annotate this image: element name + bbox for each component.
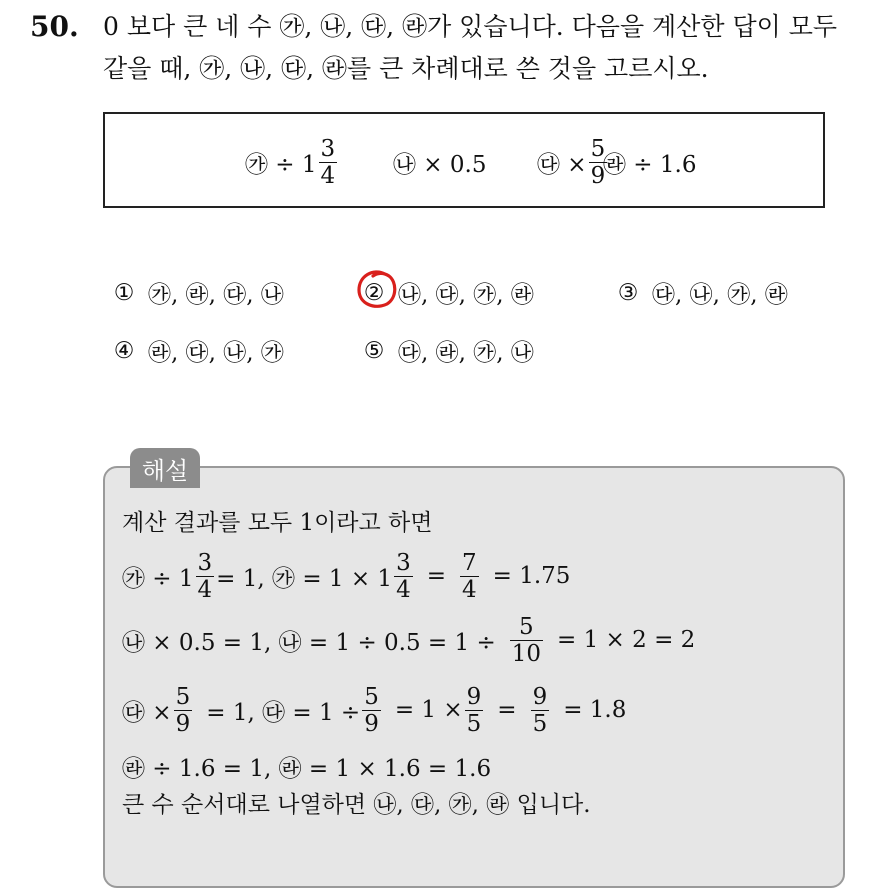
option-text: ㉯, ㉰, ㉮, ㉱: [398, 282, 534, 308]
question-text-line-2: 같을 때, ㉮, ㉯, ㉰, ㉱를 큰 차례대로 쓴 것을 고르시오.: [103, 54, 709, 83]
option-text: ㉱, ㉰, ㉯, ㉮: [148, 340, 284, 366]
answer-circle-mark: [355, 268, 401, 312]
condition-expression-1: [245, 114, 339, 210]
expression-text: ㉯ × 0.5 = 1, ㉯ = 1 ÷ 0.5 = 1 ÷: [122, 629, 496, 656]
fraction-denominator: 9: [175, 710, 191, 737]
expression-text: ㉮ ÷ 1: [122, 565, 194, 592]
explanation-line-4: [122, 682, 626, 738]
answer-circle-stroke: [359, 272, 395, 306]
option-number: ③: [617, 279, 639, 306]
fraction-numerator: 3: [396, 549, 411, 576]
fraction: [460, 550, 479, 603]
fraction-denominator: 4: [197, 576, 213, 603]
expression-text: =: [497, 697, 517, 723]
option-4[interactable]: [112, 334, 284, 367]
fraction: [174, 684, 193, 737]
fraction-numerator: 5: [175, 683, 191, 710]
option-number: ②: [363, 279, 385, 306]
fraction-numerator: 7: [462, 549, 477, 576]
option-number: ④: [113, 337, 135, 364]
expression-text: = 1.75: [492, 563, 571, 589]
question-text-line-1: 0 보다 큰 네 수 ㉮, ㉯, ㉰, ㉱가 있습니다. 다음을 계산한 답이 모두: [103, 12, 838, 41]
fraction: [531, 684, 550, 737]
fraction-numerator: 5: [364, 683, 379, 710]
expression-text: = 1, ㉮ = 1 × 1: [216, 565, 393, 592]
fraction: [510, 614, 543, 667]
explanation-line-1: 계산 결과를 모두 1이라고 하면: [122, 509, 433, 536]
expression-text: ㉰ ×: [122, 699, 172, 726]
condition-box: [103, 112, 825, 208]
expression-text: = 1 ×: [394, 697, 463, 723]
fraction-numerator: 9: [532, 683, 548, 710]
explanation-line-5: ㉱ ÷ 1.6 = 1, ㉱ = 1 × 1.6 = 1.6: [122, 755, 492, 782]
fraction-denominator: 5: [532, 710, 548, 737]
option-3[interactable]: [616, 276, 788, 309]
fraction-denominator: 4: [320, 162, 336, 189]
expression-text: =: [426, 563, 446, 589]
fraction: [319, 136, 338, 189]
fraction-numerator: 3: [320, 135, 336, 162]
expression-text: = 1, ㉰ = 1 ÷: [206, 699, 361, 726]
fraction: [465, 684, 484, 737]
option-text: ㉰, ㉱, ㉮, ㉯: [398, 340, 534, 366]
expression-text: ㉮ ÷ 1: [245, 151, 317, 178]
condition-expression-4: ㉱ ÷ 1.6: [603, 151, 697, 178]
option-1[interactable]: [112, 276, 284, 309]
fraction: [394, 550, 413, 603]
option-number: ⑤: [363, 337, 385, 364]
option-5[interactable]: [362, 334, 534, 367]
explanation-line-2: [122, 548, 570, 604]
question-number: 50.: [30, 10, 79, 43]
fraction-denominator: 9: [364, 710, 379, 737]
condition-expression-3: [537, 114, 609, 210]
condition-expression-2: ㉯ × 0.5: [393, 151, 487, 178]
option-text: ㉰, ㉯, ㉮, ㉱: [652, 282, 788, 308]
fraction-numerator: 5: [519, 613, 534, 640]
fraction: [196, 550, 215, 603]
option-text: ㉮, ㉱, ㉰, ㉯: [148, 282, 284, 308]
option-number: ①: [113, 279, 135, 306]
expression-text: = 1.8: [563, 697, 627, 723]
expression-text: = 1 × 2 = 2: [557, 627, 696, 653]
fraction-denominator: 5: [466, 710, 482, 737]
fraction-numerator: 3: [197, 549, 213, 576]
fraction-numerator: 5: [590, 135, 606, 162]
fraction-denominator: 10: [511, 640, 542, 667]
fraction-numerator: 9: [466, 683, 482, 710]
expression-text: ㉰ ×: [537, 151, 587, 178]
fraction-denominator: 4: [462, 576, 477, 603]
fraction-denominator: 9: [590, 162, 606, 189]
fraction: [362, 684, 381, 737]
explanation-line-6: 큰 수 순서대로 나열하면 ㉯, ㉰, ㉮, ㉱ 입니다.: [122, 791, 591, 818]
explanation-tab: 해설: [130, 448, 200, 488]
fraction-denominator: 4: [396, 576, 411, 603]
explanation-line-3: [122, 612, 695, 668]
